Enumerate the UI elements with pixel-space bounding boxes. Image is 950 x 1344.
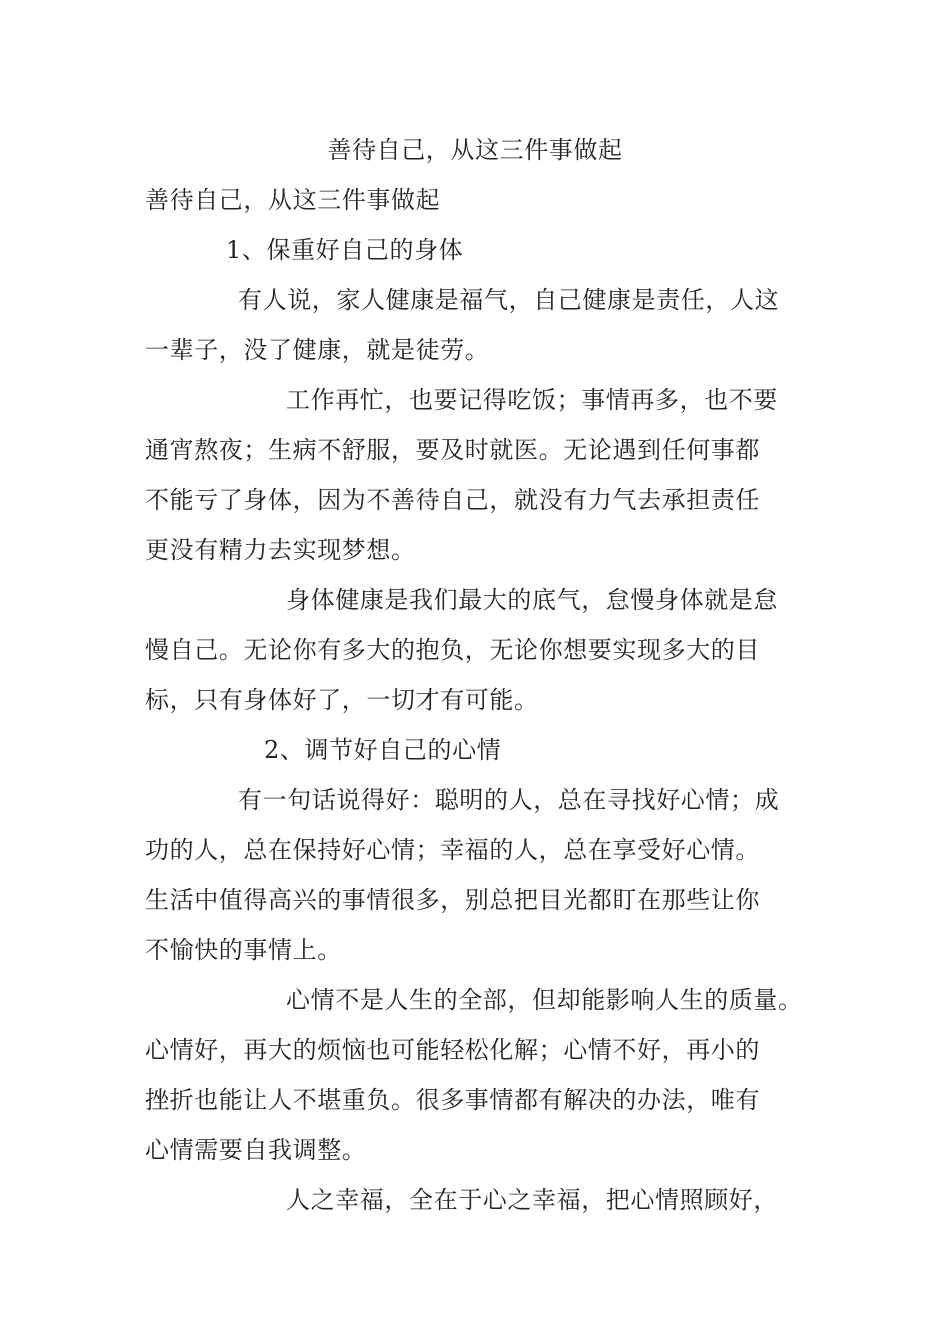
document-title: 善待自己，从这三件事做起 <box>327 136 623 164</box>
paragraph-line: 心情不是人生的全部，但却能影响人生的质量。 <box>286 986 803 1014</box>
paragraph-line: 心情好，再大的烦恼也可能轻松化解；心情不好，再小的 <box>145 1036 760 1064</box>
paragraph-line: 更没有精力去实现梦想。 <box>145 536 416 564</box>
paragraph-line: 挫折也能让人不堪重负。很多事情都有解决的办法，唯有 <box>145 1086 760 1114</box>
paragraph-line: 有一句话说得好：聪明的人，总在寻找好心情；成 <box>238 786 780 814</box>
section-heading-2: 2、调节好自己的心情 <box>264 736 502 764</box>
paragraph-line: 标，只有身体好了，一切才有可能。 <box>145 686 539 714</box>
paragraph-line: 人之幸福，全在于心之幸福，把心情照顾好， <box>286 1186 778 1214</box>
paragraph-line: 工作再忙，也要记得吃饭；事情再多，也不要 <box>286 386 778 414</box>
section-heading-1: 1、保重好自己的身体 <box>226 236 464 264</box>
paragraph-line: 功的人，总在保持好心情；幸福的人，总在享受好心情。 <box>145 836 760 864</box>
subtitle-line: 善待自己，从这三件事做起 <box>145 186 441 214</box>
paragraph-line: 生活中值得高兴的事情很多，别总把目光都盯在那些让你 <box>145 886 760 914</box>
paragraph-line: 通宵熬夜；生病不舒服，要及时就医。无论遇到任何事都 <box>145 436 760 464</box>
paragraph-line: 不愉快的事情上。 <box>145 936 342 964</box>
paragraph-line: 不能亏了身体，因为不善待自己，就没有力气去承担责任 <box>145 486 760 514</box>
paragraph-line: 有人说，家人健康是福气，自己健康是责任，人这 <box>238 286 780 314</box>
paragraph-line: 身体健康是我们最大的底气，怠慢身体就是怠 <box>286 586 778 614</box>
paragraph-line: 慢自己。无论你有多大的抱负，无论你想要实现多大的目 <box>145 636 760 664</box>
paragraph-line: 一辈子，没了健康，就是徒劳。 <box>145 336 490 364</box>
paragraph-line: 心情需要自我调整。 <box>145 1136 367 1164</box>
